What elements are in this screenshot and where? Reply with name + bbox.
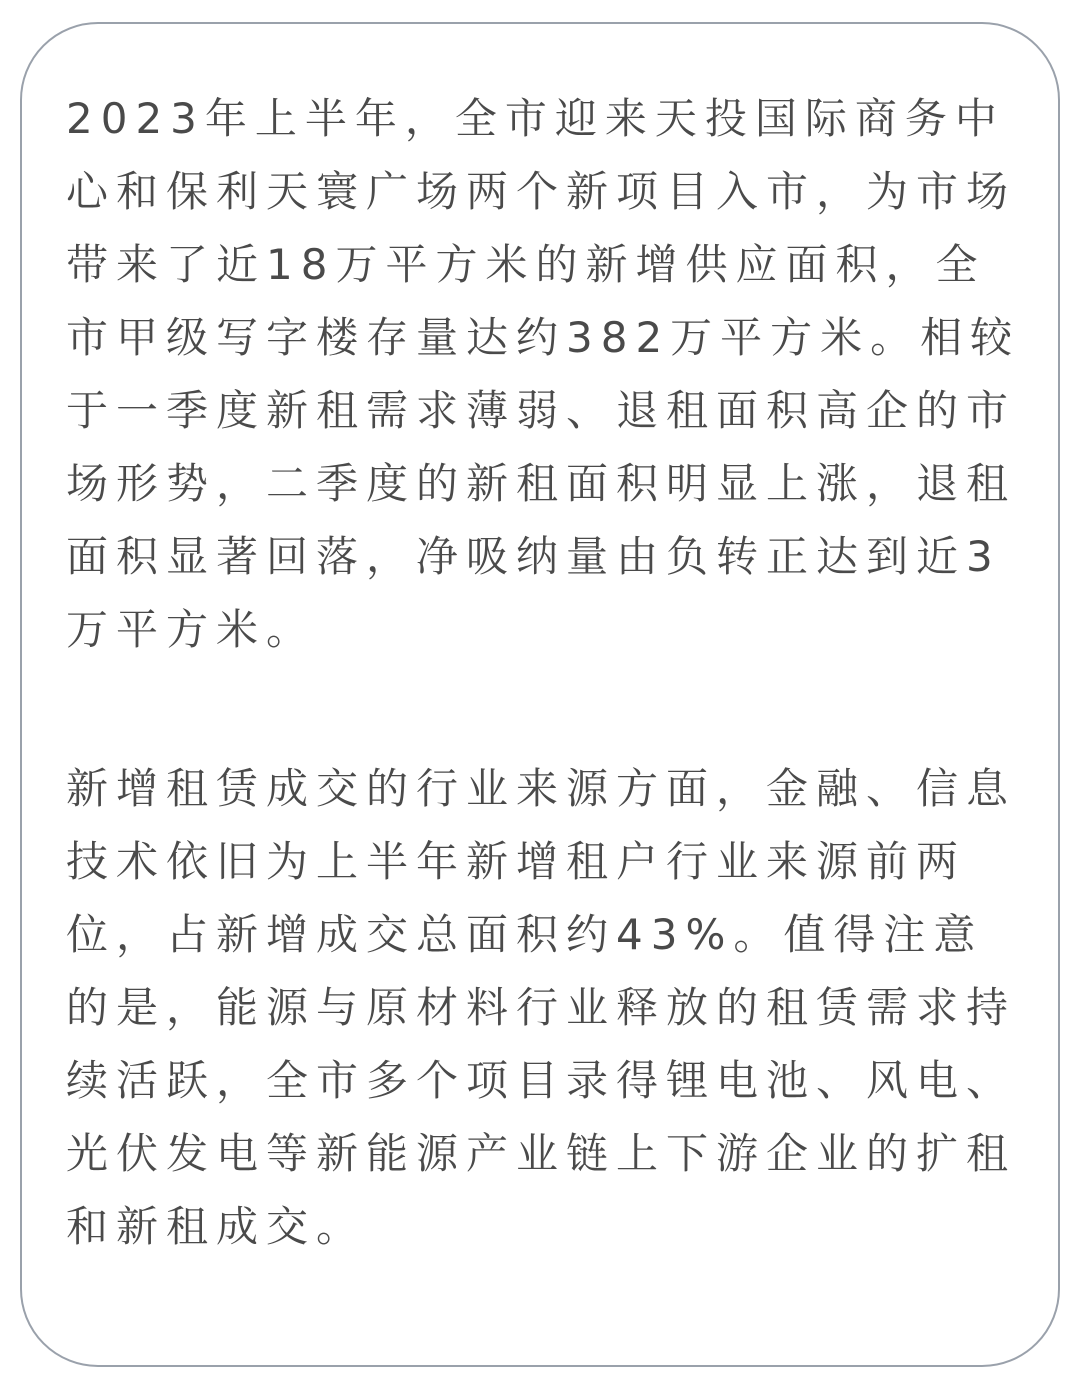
paragraph-market-supply: 2023年上半年，全市迎来天投国际商务中心和保利天寰广场两个新项目入市，为市场带来了近18万平方米的新增供应面积，全市甲级写字楼存量达约382万平方米。相较于一季度新租需求薄弱、退租面积高企的市场形势，二季度的新租面积明显上涨，退租面积显著回落，净吸纳量由负转正达到近3万平方米。 [66, 94, 1021, 654]
paragraph-industry-source: 新增租赁成交的行业来源方面，金融、信息技术依旧为上半年新增租户行业来源前两位，占新增成交总面积约43%。值得注意的是，能源与原材料行业释放的租赁需求持续活跃，全市多个项目录得锂电池、风电、光伏发电等新能源产业链上下游企业的扩租和新租成交。 [66, 764, 1017, 1251]
